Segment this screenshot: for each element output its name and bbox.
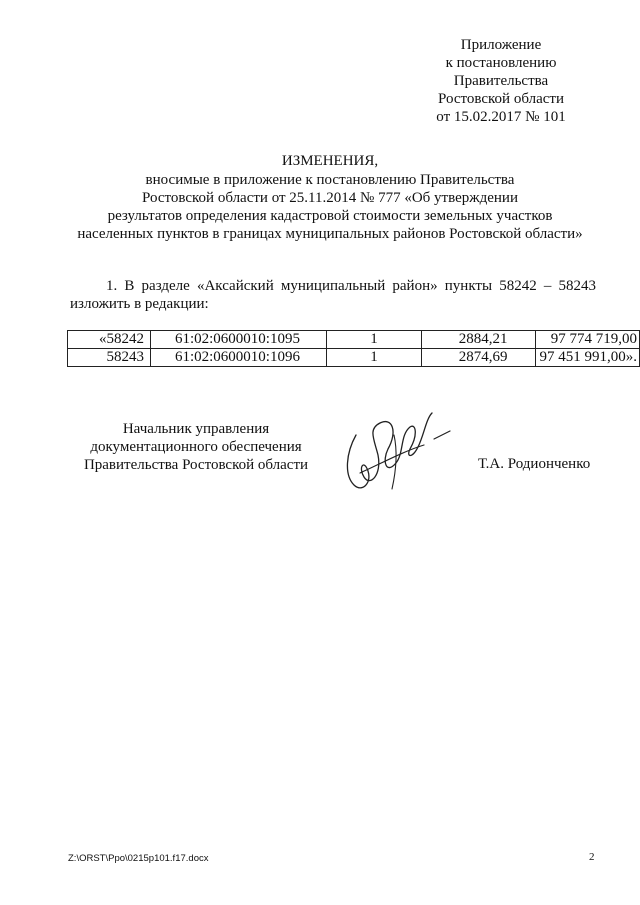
signer-position-line: Правительства Ростовской области [83, 457, 309, 473]
signer-position-line: Начальник управления [122, 421, 270, 437]
heading-line: населенных пунктов в границах муниципальных районов Ростовской области» [77, 226, 583, 242]
table-cell: 1 [327, 331, 422, 349]
appendix-line: Приложение [460, 37, 542, 53]
page-number: 2 [589, 851, 595, 863]
table-cell: «58242 [68, 331, 151, 349]
signer-block [68, 420, 324, 474]
table-cell: 2874,69 [421, 349, 536, 367]
table-cell: 61:02:0600010:1095 [150, 331, 326, 349]
handwritten-signature [338, 405, 458, 500]
amendment-paragraph [70, 277, 596, 313]
signer-position-line: документационного обеспечения [90, 439, 302, 455]
table-cell: 1 [327, 349, 422, 367]
cadastral-table [67, 330, 640, 367]
signer-name: Т.А. Родионченко [478, 456, 591, 472]
document-heading [40, 152, 620, 243]
document-title: ИЗМЕНЕНИЯ, [281, 153, 379, 169]
table-cell: 97 774 719,00 [536, 331, 640, 349]
table-row [68, 349, 640, 367]
appendix-line: Ростовской области [438, 91, 564, 107]
appendix-header [398, 36, 604, 126]
heading-line: Ростовской области от 25.11.2014 № 777 «Об утверждении [142, 190, 518, 206]
table-cell: 61:02:0600010:1096 [150, 349, 326, 367]
table-cell: 97 451 991,00». [536, 349, 640, 367]
appendix-line: Правительства [453, 73, 549, 89]
table-row [68, 331, 640, 349]
paragraph-line: изложить в редакции: [70, 296, 209, 312]
table-cell: 2884,21 [421, 331, 536, 349]
paragraph-line: 1. В разделе «Аксайский муниципальный район» пункты 58242 – 58243 [106, 278, 596, 294]
appendix-line: от 15.02.2017 № 101 [436, 109, 566, 125]
appendix-line: к постановлению [445, 55, 557, 71]
table-cell: 58243 [68, 349, 151, 367]
heading-line: результатов определения кадастровой стоимости земельных участков [107, 208, 553, 224]
footer-file-path: Z:\ORST\Ppo\0215p101.f17.docx [68, 853, 209, 864]
heading-line: вносимые в приложение к постановлению Правительства [145, 172, 515, 188]
